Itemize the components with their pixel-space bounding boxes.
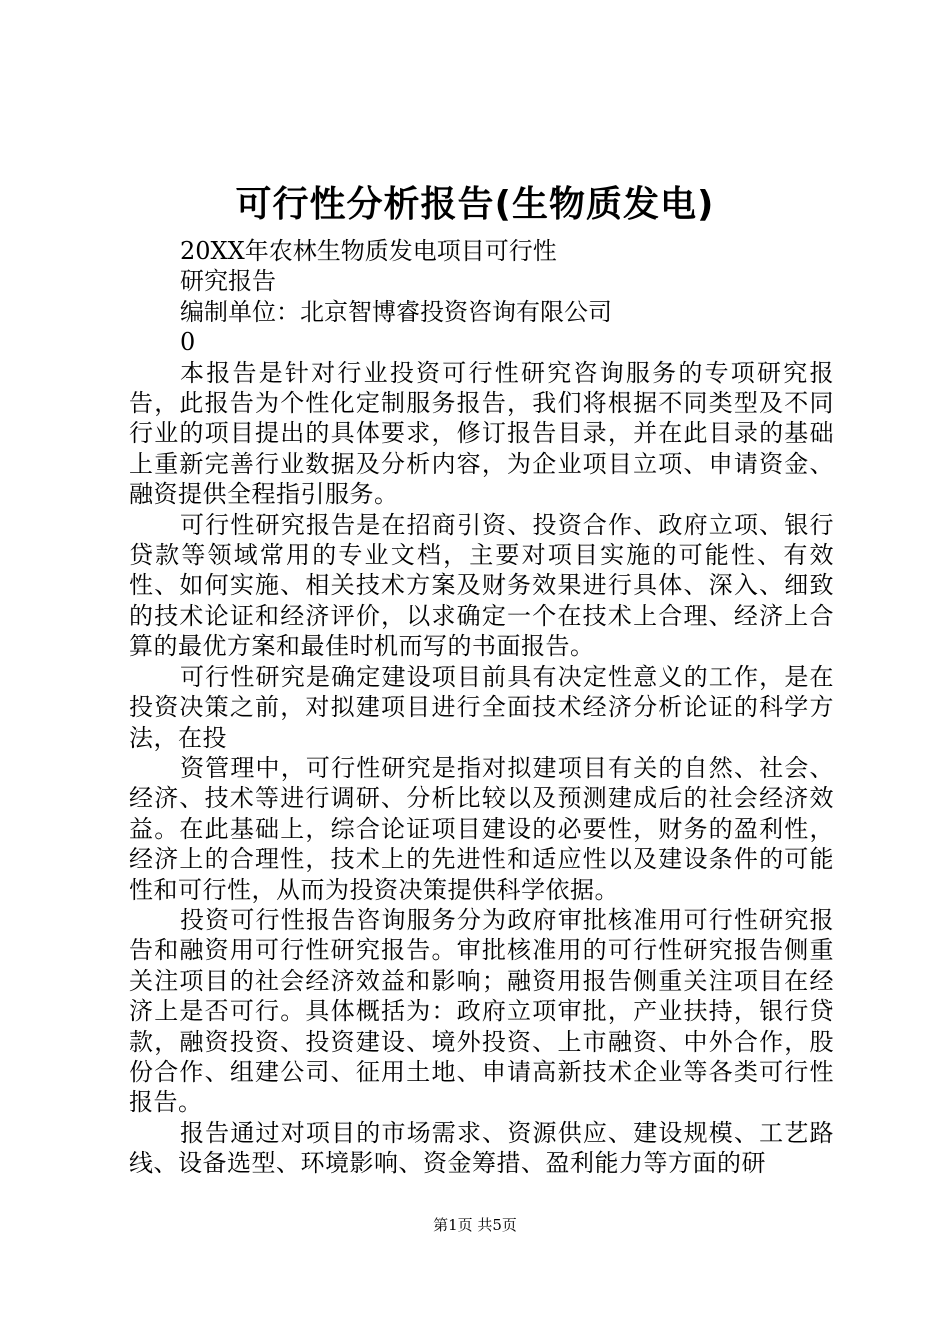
- paragraph: 可行性研究是确定建设项目前具有决定性意义的工作，是在投资决策之前，对拟建项目进行全面技术经济分析论证的科学方法，在投: [129, 662, 834, 752]
- paragraph: 报告通过对项目的市场需求、资源供应、建设规模、工艺路线、设备选型、环境影响、资金筹措、盈利能力等方面的研: [129, 1118, 834, 1178]
- header-line-project: 20XX年农林生物质发电项目可行性: [180, 237, 557, 265]
- header-line-author: 编制单位：北京智博睿投资咨询有限公司: [180, 297, 612, 326]
- paragraph: 投资可行性报告咨询服务分为政府审批核准用可行性研究报告和融资用可行性研究报告。审批核准用的可行性研究报告侧重关注项目的社会经济效益和影响；融资用报告侧重关注项目在经济上是否可行。具体概括为：政府立项审批，产业扶持，银行贷款，融资投资、投资建设、境外投资、上市融资、中外合作，股份合作、组建公司、征用土地、申请高新技术企业等各类可行性报告。: [129, 905, 834, 1117]
- header-line-zero: 0: [180, 328, 196, 357]
- document-title: 可行性分析报告(生物质发电): [235, 184, 715, 225]
- document-body: [129, 236, 834, 1179]
- paragraph: 本报告是针对行业投资可行性研究咨询服务的专项研究报告，此报告为个性化定制服务报告，我们将根据不同类型及不同行业的项目提出的具体要求，修订报告目录，并在此目录的基础上重新完善行业数据及分析内容，为企业项目立项、申请资金、融资提供全程指引服务。: [129, 358, 834, 509]
- page-footer: 第1页 共5页: [433, 1216, 517, 1234]
- paragraph: 可行性研究报告是在招商引资、投资合作、政府立项、银行贷款等领域常用的专业文档，主要对项目实施的可能性、有效性、如何实施、相关技术方案及财务效果进行具体、深入、细致的技术论证和经济评价，以求确定一个在技术上合理、经济上合算的最优方案和最佳时机而写的书面报告。: [129, 510, 834, 661]
- paragraph: 资管理中，可行性研究是指对拟建项目有关的自然、社会、经济、技术等进行调研、分析比较以及预测建成后的社会经济效益。在此基础上，综合论证项目建设的必要性，财务的盈利性，经济上的合理性，技术上的先进性和适应性以及建设条件的可能性和可行性，从而为投资决策提供科学依据。: [129, 753, 834, 904]
- header-line-report: 研究报告: [180, 267, 276, 296]
